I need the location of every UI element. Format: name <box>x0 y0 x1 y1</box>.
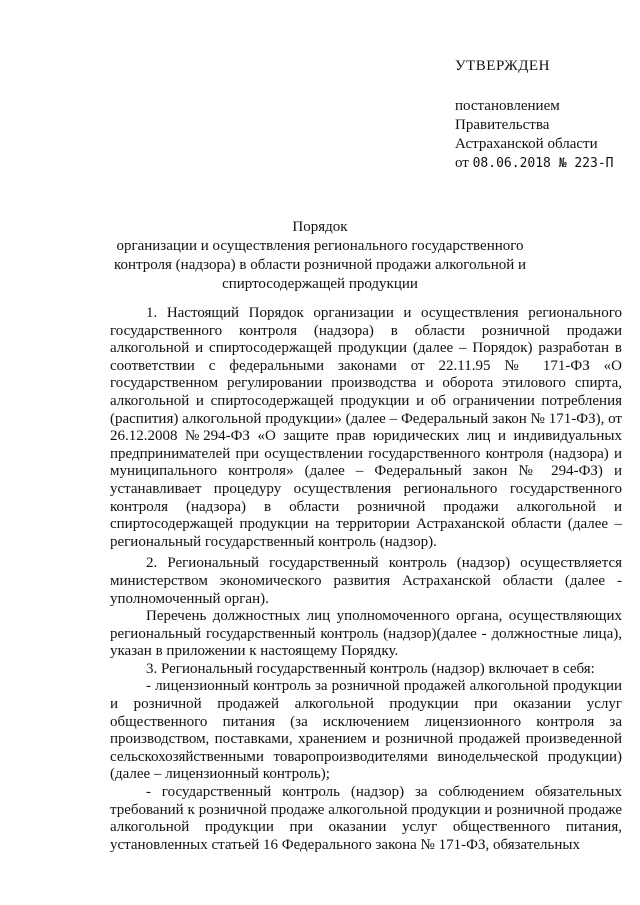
paragraph-1: 1. Настоящий Порядок организации и осуществления регионального государственного контроля (надзора) в области розничной продажи алкогольной и спиртосодержащей продукции (далее – Порядок) разработан в соответствии с федеральными законами от 22.11.95 № 171-ФЗ «О государственном регулировании производства и оборота этилового спирта, алкогольной и спиртосодержащей продукции и об ограничении потребления (распития) алкогольной продукции» (далее – Федеральный закон № 171-ФЗ), от 26.12.2008 №294-ФЗ «О защите прав юридических лиц и индивидуальных предпринимателей при осуществлении государственного контроля (надзора) и муниципального контроля» (далее – Федеральный закон № 294-ФЗ) и устанавливает процедуру осуществления регионального государственного контроля (надзора) в области розничной продажи алкогольной и спиртосодержащей продукции на территории Астраханской области (далее – региональный государственный контроль (надзор). <box>110 305 622 550</box>
paragraph-5: - лицензионный контроль за розничной продажей алкогольной продукции и розничной продажей алкогольной продукции при оказании услуг общественного питания (за исключением лицензионного контроля за производством, поставками, хранением и розничной продажей произведенной сельскохозяйственными товаропроизводителями винодельческой продукции) (далее – лицензионный контроль); <box>110 678 622 783</box>
document-subtitle: организации и осуществления регионального государственного контроля (надзора) в области розничной продажи алкогольной и спиртосодержащей продукции <box>113 238 527 292</box>
approval-title: УТВЕРЖДЕН <box>455 58 550 74</box>
approval-line-1: постановлением <box>455 98 560 114</box>
approval-date-line <box>455 154 635 173</box>
approval-date-prefix: от <box>455 155 469 171</box>
approval-line-2: Правительства <box>455 117 550 133</box>
paragraph-3: Перечень должностных лиц уполномоченного органа, осуществляющих региональный государственный контроль (надзор)(далее - должностные лица), указан в приложении к настоящему Порядку. <box>110 608 622 660</box>
document-title <box>110 218 530 294</box>
paragraph-4: 3. Региональный государственный контроль (надзор) включает в себя: <box>146 660 595 677</box>
document-body <box>110 305 622 854</box>
approval-stamp <box>455 58 635 173</box>
approval-date-value: 08.06.2018 № 223-П <box>472 156 614 171</box>
approval-line-3: Астраханской области <box>455 136 598 152</box>
paragraph-6: - государственный контроль (надзор) за соблюдением обязательных требований к розничной продаже алкогольной продукции и розничной продаже алкогольной продукции при оказании услуг общественного питания, установленных статьей 16 Федерального закона № 171-ФЗ, обязательных <box>110 784 622 853</box>
paragraph-2: 2. Региональный государственный контроль (надзор) осуществляется министерством экономического развития Астраханской области (далее - уполномоченный орган). <box>110 555 622 607</box>
document-heading: Порядок <box>292 219 348 235</box>
